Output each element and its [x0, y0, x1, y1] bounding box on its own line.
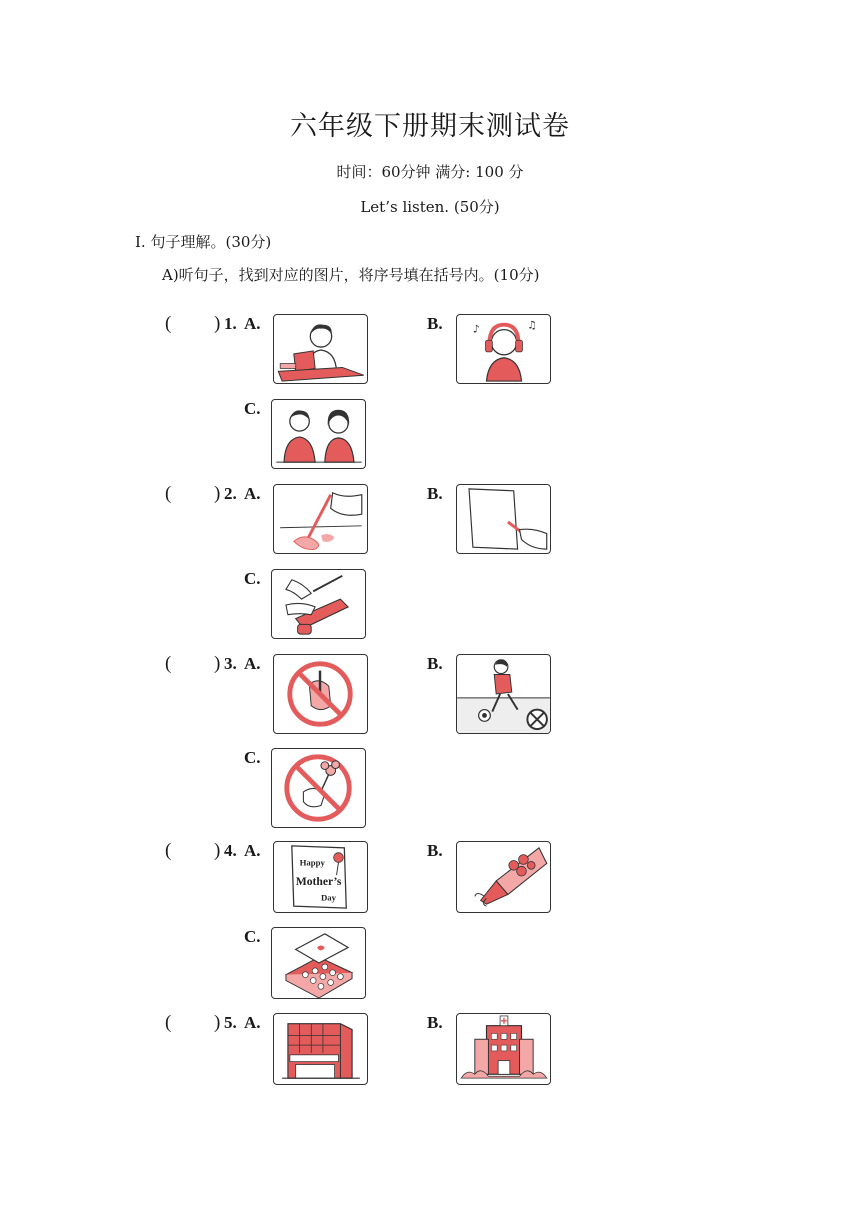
chocolate-box-icon [272, 928, 365, 998]
option-letter: C. [244, 569, 261, 588]
girl-with-headphones-music-icon [457, 315, 550, 383]
answer-blank-open[interactable]: ( [165, 840, 172, 861]
option-picture-2c[interactable] [271, 569, 366, 639]
question-number: 5. [224, 1013, 237, 1032]
card-text-happy: Happy [299, 857, 325, 868]
no-talking-sign-icon [274, 655, 367, 733]
bank-building-icon [274, 1014, 367, 1084]
option-letter: B. [427, 1013, 443, 1032]
option-picture-1b[interactable] [456, 314, 551, 384]
answer-blank-open[interactable]: ( [165, 653, 172, 674]
option-picture-3c[interactable] [271, 748, 366, 828]
answer-blank-open[interactable]: ( [165, 313, 172, 334]
answer-blank-open[interactable]: ( [165, 483, 172, 504]
hand-drawing-paper-icon [457, 485, 550, 553]
question-number: 2. [224, 484, 237, 503]
option-picture-1c[interactable] [271, 399, 366, 469]
option-letter: B. [427, 841, 443, 860]
answer-blank-close: ) [214, 1012, 221, 1033]
option-letter: A. [244, 654, 261, 673]
boy-reading-book-icon [274, 315, 367, 383]
option-letter: A. [244, 484, 261, 503]
answer-blank-close: ) [214, 653, 221, 674]
answer-blank-open[interactable]: ( [165, 1012, 172, 1033]
option-picture-5b[interactable] [456, 1013, 551, 1085]
section-heading: Let’s listen. (50分) [360, 198, 500, 216]
answer-blank-close: ) [214, 840, 221, 861]
hands-cutting-knife-icon [272, 570, 365, 638]
svg-text:♫: ♫ [527, 318, 537, 332]
option-letter: C. [244, 399, 261, 418]
option-letter: A. [244, 1013, 261, 1032]
answer-blank-close: ) [214, 483, 221, 504]
question-number: 3. [224, 654, 237, 673]
option-picture-4b[interactable] [456, 841, 551, 913]
option-picture-2b[interactable] [456, 484, 551, 554]
hand-painting-brush-icon [274, 485, 367, 553]
option-letter: B. [427, 314, 443, 333]
mothers-day-card-icon [274, 842, 367, 912]
instruction-text: A)听句子，找到对应的图片，将序号填在括号内。(10分) [162, 266, 540, 284]
exam-meta: 时间：60分钟 满分: 100 分 [336, 163, 524, 181]
option-letter: C. [244, 927, 261, 946]
question-number: 1. [224, 314, 237, 333]
option-picture-5a[interactable] [273, 1013, 368, 1085]
option-letter: B. [427, 654, 443, 673]
option-picture-1a[interactable] [273, 314, 368, 384]
page-title: 六年级下册期末测试卷 [290, 111, 570, 142]
option-letter: B. [427, 484, 443, 503]
option-picture-4a[interactable] [273, 841, 368, 913]
question-number: 4. [224, 841, 237, 860]
flower-bouquet-icon [457, 842, 550, 912]
option-picture-4c[interactable] [271, 927, 366, 999]
part-heading: Ⅰ. 句子理解。(30分) [135, 233, 272, 251]
card-text-mothers: Mother’s [295, 874, 342, 888]
option-picture-2a[interactable] [273, 484, 368, 554]
option-picture-3b[interactable] [456, 654, 551, 734]
answer-blank-close: ) [214, 313, 221, 334]
boy-and-girl-talking-icon [272, 400, 365, 468]
option-letter: A. [244, 841, 261, 860]
option-letter: C. [244, 748, 261, 767]
card-text-day: Day [320, 892, 337, 903]
option-picture-3a[interactable] [273, 654, 368, 734]
option-letter: A. [244, 314, 261, 333]
no-picking-flowers-sign-icon [272, 749, 365, 827]
hospital-building-icon [457, 1014, 550, 1084]
svg-text:♪: ♪ [472, 322, 480, 336]
no-football-sign-icon [457, 655, 550, 733]
